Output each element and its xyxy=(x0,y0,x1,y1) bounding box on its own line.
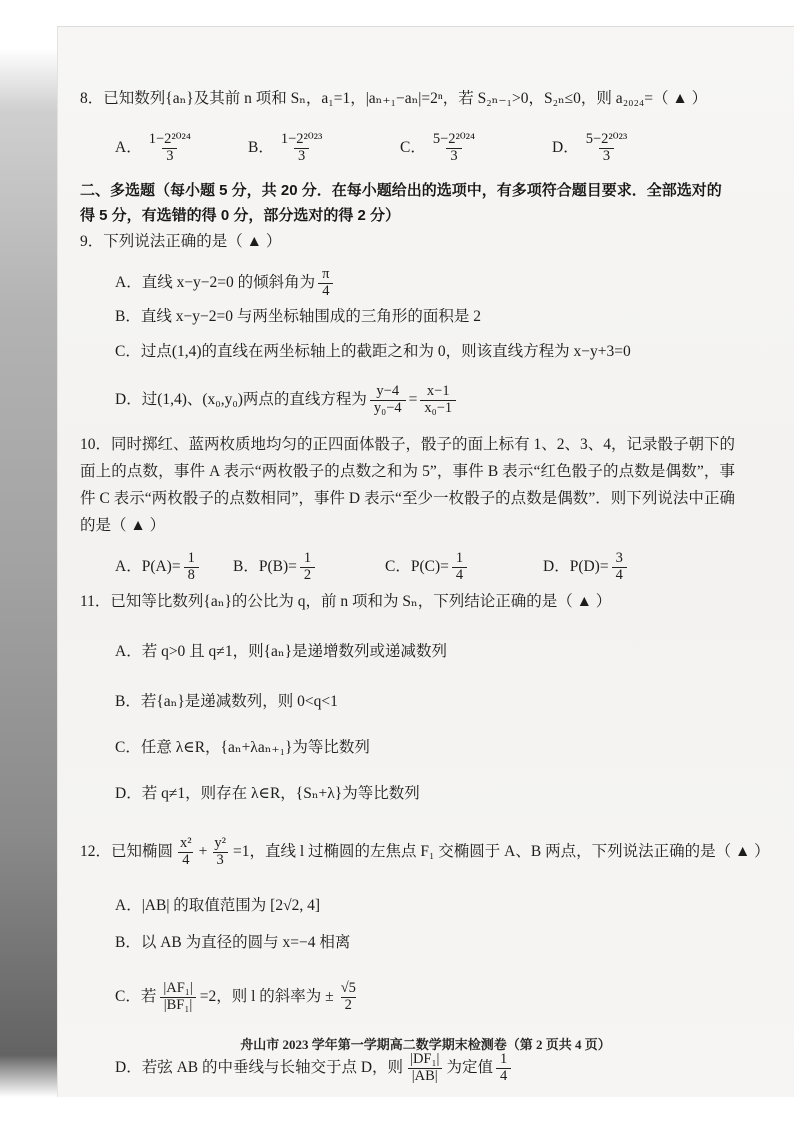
question-12-stem xyxy=(80,825,770,879)
q10-option-c-label: C．P(C)= xyxy=(385,558,449,575)
q9-option-d xyxy=(80,377,748,423)
question-10-options xyxy=(80,544,748,590)
q12-option-c-pre: C．若 xyxy=(115,988,157,1005)
exam-paper-page xyxy=(57,26,794,1097)
question-8-options xyxy=(80,124,748,172)
q12-stem-plus: + xyxy=(198,843,208,860)
section-2-header-line2: 得 5 分，有选错的得 0 分，部分选对的得 2 分） xyxy=(80,207,401,224)
q12-option-d-fraction-2: $\frac{1}{4}$ xyxy=(496,1052,511,1083)
q8-option-b-fraction: $\frac{\text{1−2²⁰²³}}{3}$ xyxy=(280,131,323,164)
q10-option-c-fraction: $\frac{1}{4}$ xyxy=(452,551,467,582)
q11-option-b: B．若{aₙ}是递减数列，则 0<q<1 xyxy=(115,693,338,710)
q8-option-c xyxy=(400,132,552,163)
q8-option-b xyxy=(248,132,400,163)
page-footer: 舟山市 2023 学年第一学期高二数学期末检测卷（第 2 页共 4 页） xyxy=(240,1037,611,1052)
q10-option-a-label: A．P(A)= xyxy=(115,558,181,575)
q12-option-c xyxy=(80,966,748,1028)
q8-option-b-label: B． xyxy=(248,139,274,156)
q12-option-d-pre: D．若弦 AB 的中垂线与长轴交于点 D，则 xyxy=(115,1059,404,1076)
q12-option-c-fraction-1: $\frac{\text{|AF₁|}}{\text{|BF₁|}}$ xyxy=(159,981,196,1012)
q9-option-d-equals: = xyxy=(408,391,418,408)
q10-option-a-fraction: $\frac{1}{8}$ xyxy=(184,551,199,582)
q10-option-d-fraction: $\frac{3}{4}$ xyxy=(612,551,627,582)
q10-option-b xyxy=(233,551,385,582)
question-9-stem: 9．下列说法正确的是（ ▲ ） xyxy=(80,233,282,250)
page-content xyxy=(80,26,770,1096)
q12-stem-pre: 12．已知椭圆 xyxy=(80,843,174,860)
q12-option-c-mid: =2，则 l 的斜率为 ± xyxy=(199,988,334,1005)
q9-option-b: B．直线 x−y−2=0 与两坐标轴围成的三角形的面积是 2 xyxy=(115,308,481,325)
q12-option-b: B．以 AB 为直径的圆与 x=−4 相离 xyxy=(115,934,351,951)
q12-option-c-fraction-2: $\frac{√5}{2}$ xyxy=(340,980,356,1013)
q11-option-a: A．若 q>0 且 q≠1，则{aₙ}是递增数列或递减数列 xyxy=(115,643,448,660)
q8-option-a-label: A． xyxy=(115,139,142,156)
q8-option-c-fraction: $\frac{\text{5−2²⁰²⁴}}{3}$ xyxy=(432,131,476,164)
q11-option-c: C．任意 λ∈R，{aₙ+λaₙ₊₁}为等比数列 xyxy=(115,739,370,756)
q8-option-a xyxy=(115,132,248,163)
q9-option-a xyxy=(80,261,748,305)
q11-option-d: D．若 q≠1，则存在 λ∈R，{Sₙ+λ}为等比数列 xyxy=(115,785,420,802)
q9-option-c: C．过点(1,4)的直线在两坐标轴上的截距之和为 0，则该直线方程为 x−y+3=0 xyxy=(115,343,631,360)
q9-option-a-fraction: $\frac{\pi}{4}$ xyxy=(318,267,333,298)
q10-option-d xyxy=(543,551,630,582)
q10-option-b-label: B．P(B)= xyxy=(233,558,297,575)
q12-option-d-fraction-1: $\frac{\text{|DF₁|}}{|AB|}$ xyxy=(406,1052,443,1083)
section-2-header-line1: 二、多选题（每小题 5 分，共 20 分．在每小题给出的选项中，有多项符合题目要求．全部选对的 xyxy=(80,182,722,199)
q10-option-d-label: D．P(D)= xyxy=(543,558,609,575)
q12-option-a: A．|AB| 的取值范围为 [2√2, 4] xyxy=(115,897,321,914)
q12-stem-fraction-2: $\frac{\text{y²}}{3}$ xyxy=(214,835,226,868)
q12-stem-post: =1，直线 l 过椭圆的左焦点 F₁ 交椭圆于 A、B 两点，下列说法正确的是（ ▲ ） xyxy=(232,843,770,860)
q8-option-c-label: C． xyxy=(400,139,426,156)
q10-option-c xyxy=(385,551,543,582)
q8-option-d-label: D． xyxy=(552,139,579,156)
q9-option-d-fraction-2: $\frac{x-1}{\text{x₀−1}}$ xyxy=(420,384,456,415)
q8-option-d-fraction: $\frac{\text{5−2²⁰²³}}{3}$ xyxy=(585,131,628,164)
q9-option-d-text: D．过(1,4)、(x₀,y₀)两点的直线方程为 xyxy=(115,391,367,408)
question-10-stem: 10．同时掷红、蓝两枚质地均匀的正四面体骰子，骰子的面上标有 1、2、3、4，记录骰子朝下的面上的点数，事件 A 表示“两枚骰子的点数之和为 5”，事件 B 表示“红色骰子的点数是偶数”，事件 C 表示“两枚骰子的点数相同”，事件 D 表示“至少一枚骰子的点数是偶数”．则下列说法中正确的是（ ▲ ） xyxy=(80,436,735,534)
question-11-stem: 11．已知等比数列{aₙ}的公比为 q，前 n 项和为 Sₙ，下列结论正确的是（ ▲ ） xyxy=(80,593,612,610)
q8-option-a-fraction: $\frac{\text{1−2²⁰²⁴}}{3}$ xyxy=(148,131,191,164)
q9-option-a-text: A．直线 x−y−2=0 的倾斜角为 xyxy=(115,274,316,291)
q12-stem-fraction-1: $\frac{\text{x²}}{4}$ xyxy=(180,835,192,868)
q8-option-d xyxy=(552,132,634,163)
scan-left-shadow xyxy=(0,48,57,1097)
q10-option-a xyxy=(115,551,233,582)
q10-option-b-fraction: $\frac{1}{2}$ xyxy=(300,551,315,582)
section-2-header xyxy=(80,178,748,228)
q9-option-d-fraction-1: $\frac{y-4}{\text{y₀−4}}$ xyxy=(370,384,406,415)
question-8-stem: 8．已知数列{aₙ}及其前 n 项和 Sₙ，a₁=1，|aₙ₊₁−aₙ|=2ⁿ，若 S₂ₙ₋₁>0，S₂ₙ≤0，则 a₂₀₂₄=（ ▲ ） xyxy=(80,90,708,107)
q12-option-d-mid: 为定值 xyxy=(446,1059,493,1076)
